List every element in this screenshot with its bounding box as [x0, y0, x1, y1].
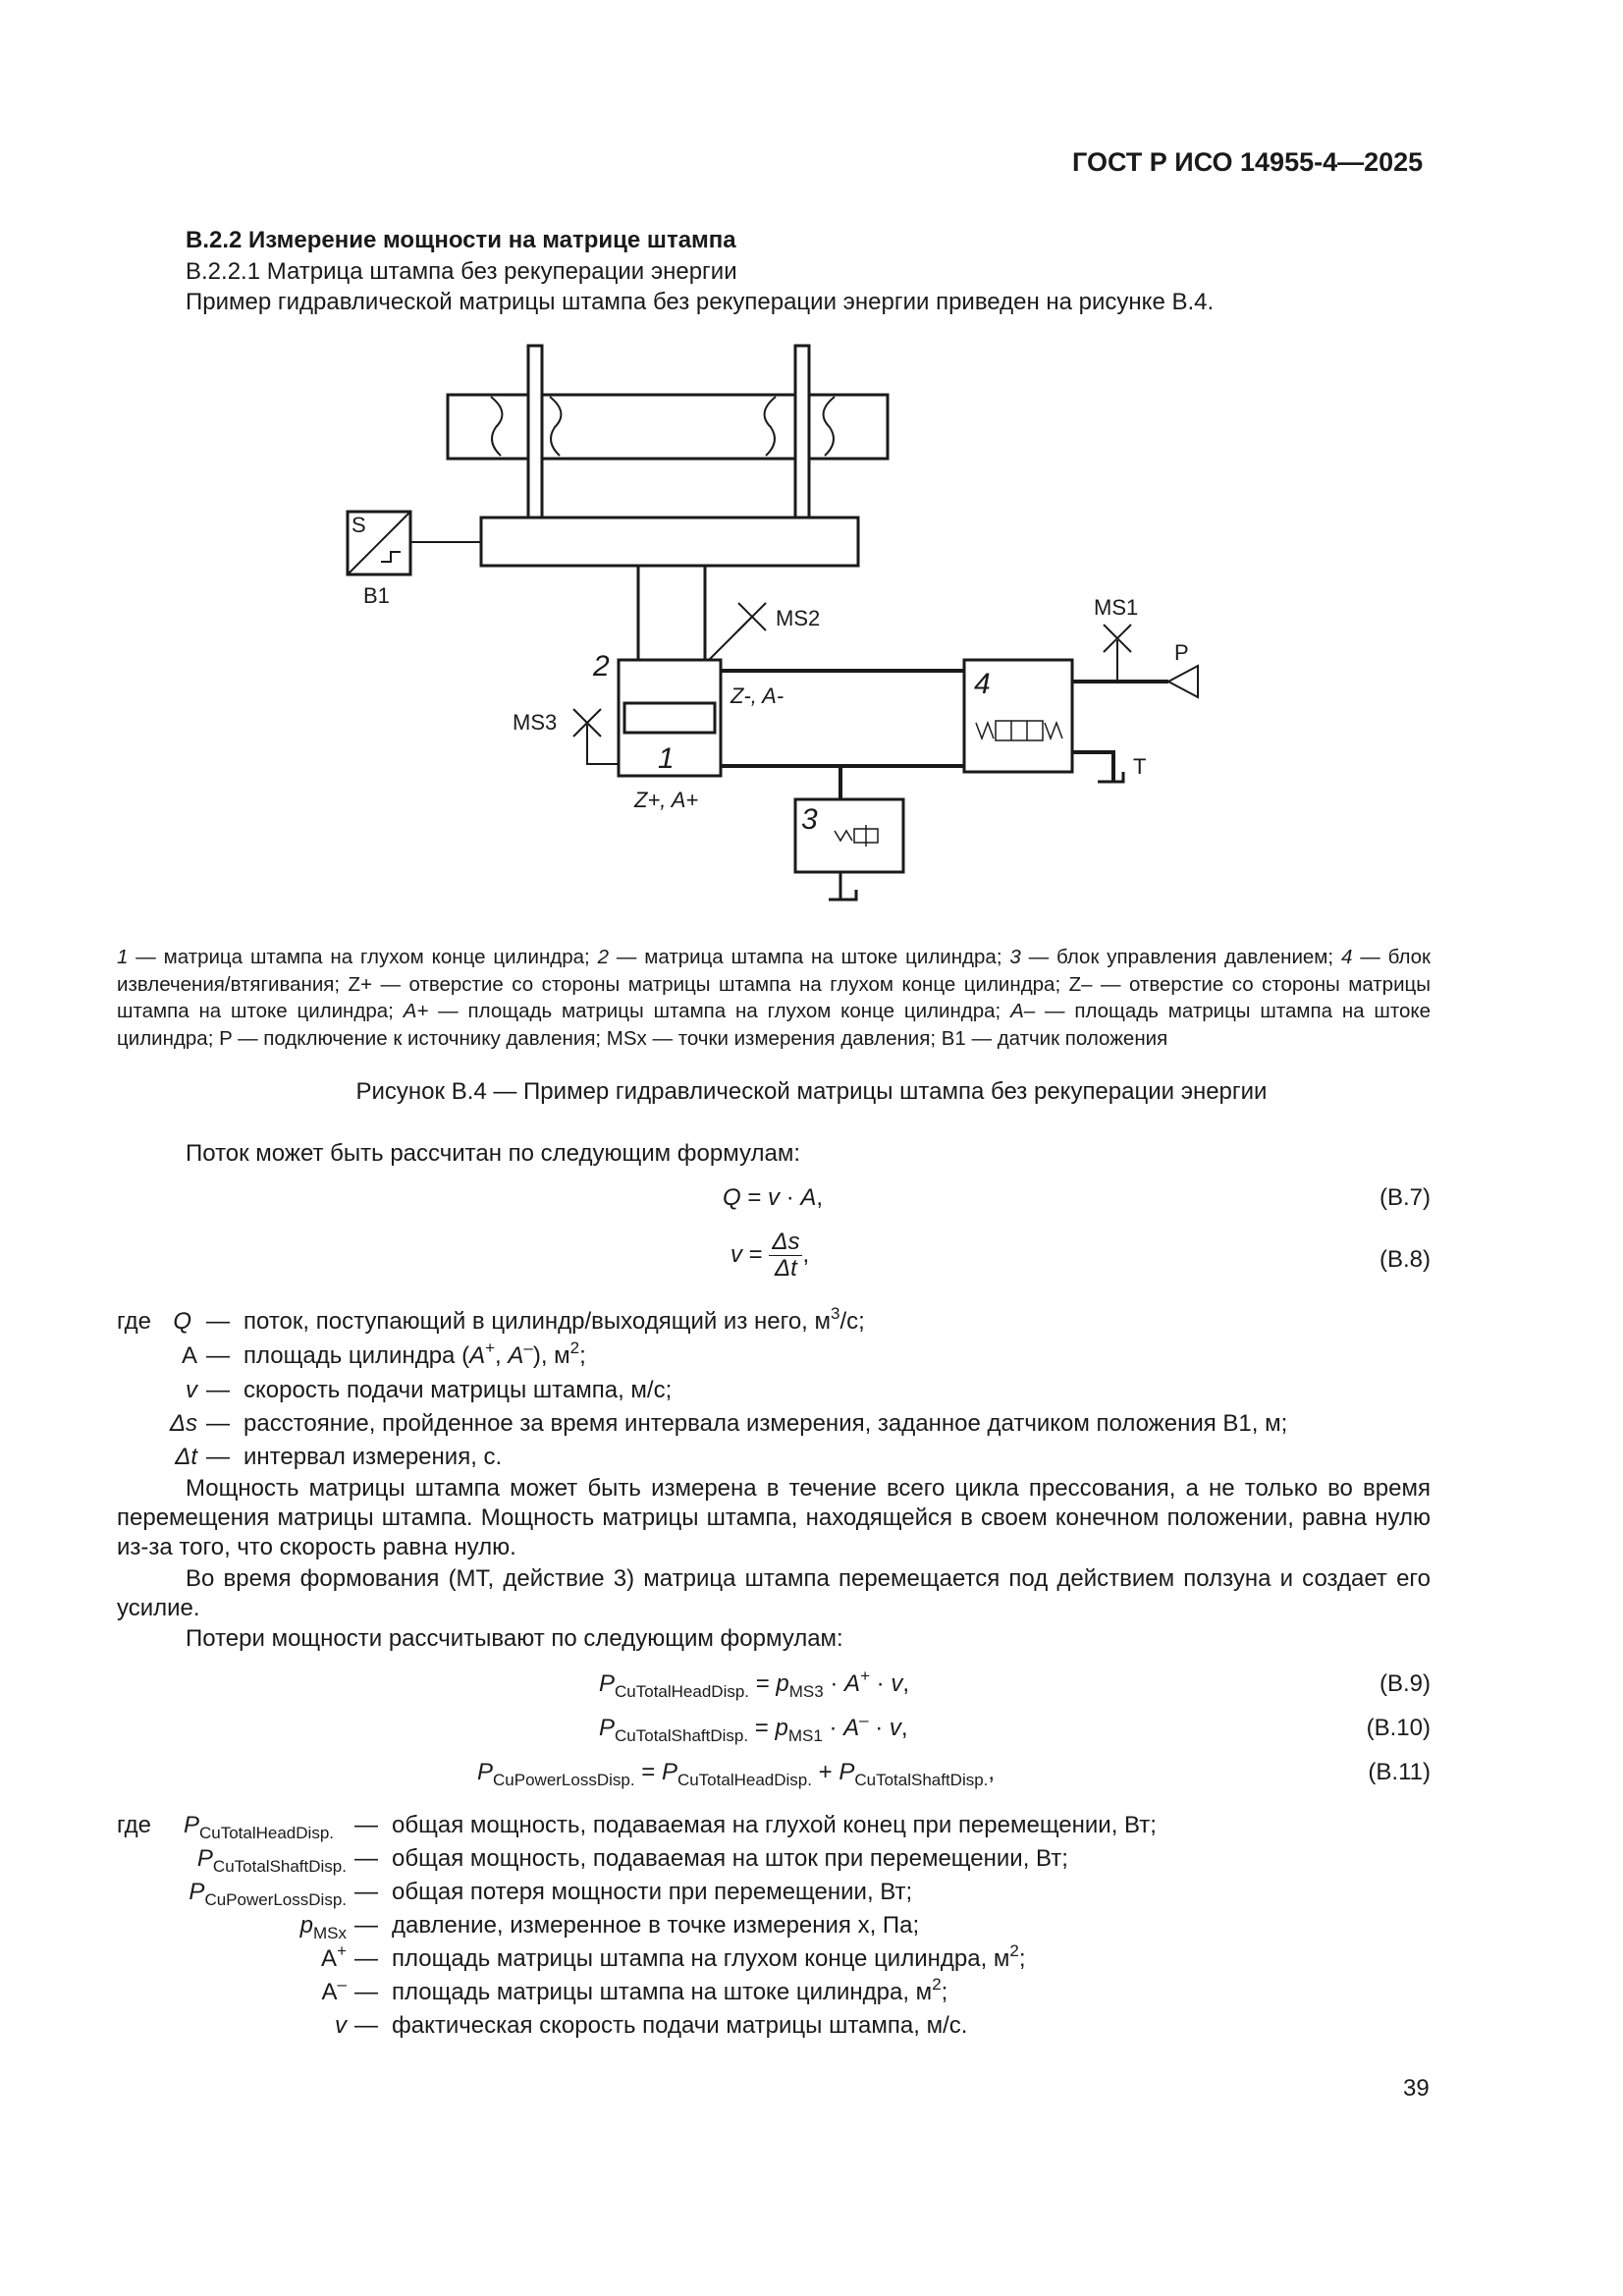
formula-number-b8: (В.8) — [1379, 1246, 1431, 1273]
label-b1: B1 — [363, 583, 390, 608]
formula-b8: v = $\frac{\Delta s}{\Delta t}$ , — [730, 1229, 810, 1282]
subsection-title: В.2.2.1 Матрица штампа без рекуперации энергии — [186, 258, 737, 285]
piston-rod — [638, 566, 705, 660]
intro-text: Пример гидравлической матрицы штампа без рекуперации энергии приведен на рисунке В.4. — [186, 289, 1215, 315]
hydraulic-diagram — [0, 0, 1623, 943]
flow-def-v: v — скорость подачи матрицы штампа, м/с; — [186, 1377, 673, 1403]
die-upper-plate — [448, 395, 888, 459]
guide-post-right — [795, 346, 809, 518]
flow-where: где — [117, 1308, 152, 1335]
power-def-a-plus: A+ — площадь матрицы штампа на глухом конце цилиндра, $м^2$; — [321, 1941, 1026, 1972]
formula-b7: Q = v · A, — [723, 1184, 824, 1211]
formula-b11: $P_{CuPowerLossDisp.} = P_{CuTotalHeadDisp.} + P_{CuTotalShaftDisp.}$, — [477, 1759, 996, 1789]
label-z-minus: Z-, A- — [730, 683, 784, 708]
label-ms1: MS1 — [1094, 595, 1139, 620]
paragraph-power-loss-intro: Потери мощности рассчитывают по следующим формулам: — [186, 1625, 843, 1652]
formula-number-b10: (В.10) — [1366, 1715, 1431, 1741]
formula-number-b7: (В.7) — [1379, 1184, 1431, 1211]
flow-intro: Поток может быть рассчитан по следующим формулам: — [186, 1140, 801, 1167]
formula-b10: $P_{CuTotalShaftDisp.} = p_{MS1} \cdot A^- \cdot v$, — [599, 1711, 908, 1745]
flow-def-dt: Δt — интервал измерения, с. — [175, 1444, 503, 1470]
figure-title: Рисунок В.4 — Пример гидравлической матрицы штампа без рекуперации энергии — [355, 1078, 1268, 1105]
label-ms3: MS3 — [513, 710, 558, 735]
document-code: ГОСТ Р ИСО 14955-4—2025 — [1072, 147, 1424, 177]
ram-plate — [481, 518, 858, 566]
formula-number-b9: (В.9) — [1379, 1670, 1431, 1697]
label-p: P — [1174, 640, 1189, 665]
power-def-total-head: $P_{CuTotalHeadDisp.}$ — общая мощность, подаваемая на глухой конец при перемещении, Вт; — [183, 1812, 1157, 1842]
section-title: В.2.2 Измерение мощности на матрице штампа — [186, 227, 736, 253]
label-number-3: 3 — [801, 803, 818, 836]
flow-def-a: A — площадь цилиндра (A+, A–), $м^2$; — [181, 1339, 586, 1369]
page-number: 39 — [1403, 2075, 1430, 2102]
formula-number-b11: (В.11) — [1368, 1759, 1431, 1785]
paragraph-forming: Во время формования (МТ, действие 3) матрица штампа перемещается под действием ползуна и создает его усилие. — [117, 1565, 1431, 1621]
label-number-2: 2 — [593, 650, 610, 683]
flow-def-q: Q — поток, поступающий в цилиндр/выходящий из него, $м^3/с$; — [173, 1304, 865, 1335]
power-def-total-shaft: $P_{CuTotalShaftDisp.}$ — общая мощность, подаваемая на шток при перемещении, Вт; — [196, 1845, 1068, 1876]
label-number-4: 4 — [974, 668, 991, 700]
label-ms2: MS2 — [776, 606, 821, 630]
figure-legend: 1 — матрица штампа на глухом конце цилиндра; 2 — матрица штампа на штоке цилиндра; 3 — блок управления давлением; 4 — блок извлечения/втягивания; Z+ — отверстие со стороны матрицы штампа на глухом конце цилиндра; Z– — отверстие со стороны матрицы штампа на штоке цилиндра; A+ — площадь матрицы штампа на глухом конце цилиндра; A– — площадь матрицы штампа на штоке цилиндра; P — подключение к источнику давления; MSx — точки измерения давления; B1 — датчик положения — [117, 946, 1432, 1050]
paragraph-power-measurement: Мощность матрицы штампа может быть измерена в течение всего цикла прессования, а не только во время перемещения матрицы штампа. Мощность матрицы штампа, находящейся в своем конечном положении, равна нулю из-за того, что скорость равна нулю. — [117, 1475, 1431, 1560]
label-t: T — [1133, 754, 1147, 779]
power-where: где — [117, 1812, 152, 1838]
power-def-loss: $P_{CuPowerLossDisp.}$ — общая потеря мощности при перемещении, Вт; — [189, 1879, 913, 1909]
power-def-a-minus: A– — площадь матрицы штампа на штоке цилиндра, $м^2$; — [321, 1975, 948, 2005]
power-def-pressure: $p_{MSx}$ — давление, измеренное в точке измерения x, Па; — [299, 1912, 920, 1942]
guide-post-left — [528, 346, 542, 518]
flow-def-ds: Δs — расстояние, пройденное за время интервала измерения, заданное датчиком положения B1, м; — [169, 1410, 1288, 1437]
formula-b9: $P_{CuTotalHeadDisp.} = p_{MS3} \cdot A^+ \cdot v$, — [599, 1667, 909, 1701]
label-s: S — [352, 513, 366, 537]
label-number-1: 1 — [658, 742, 675, 775]
power-def-v: v — фактическая скорость подачи матрицы штампа, м/с. — [335, 2012, 968, 2039]
piston — [624, 703, 715, 733]
label-z-plus: Z+, A+ — [634, 788, 699, 812]
valve-symbol-4 — [996, 721, 1043, 740]
